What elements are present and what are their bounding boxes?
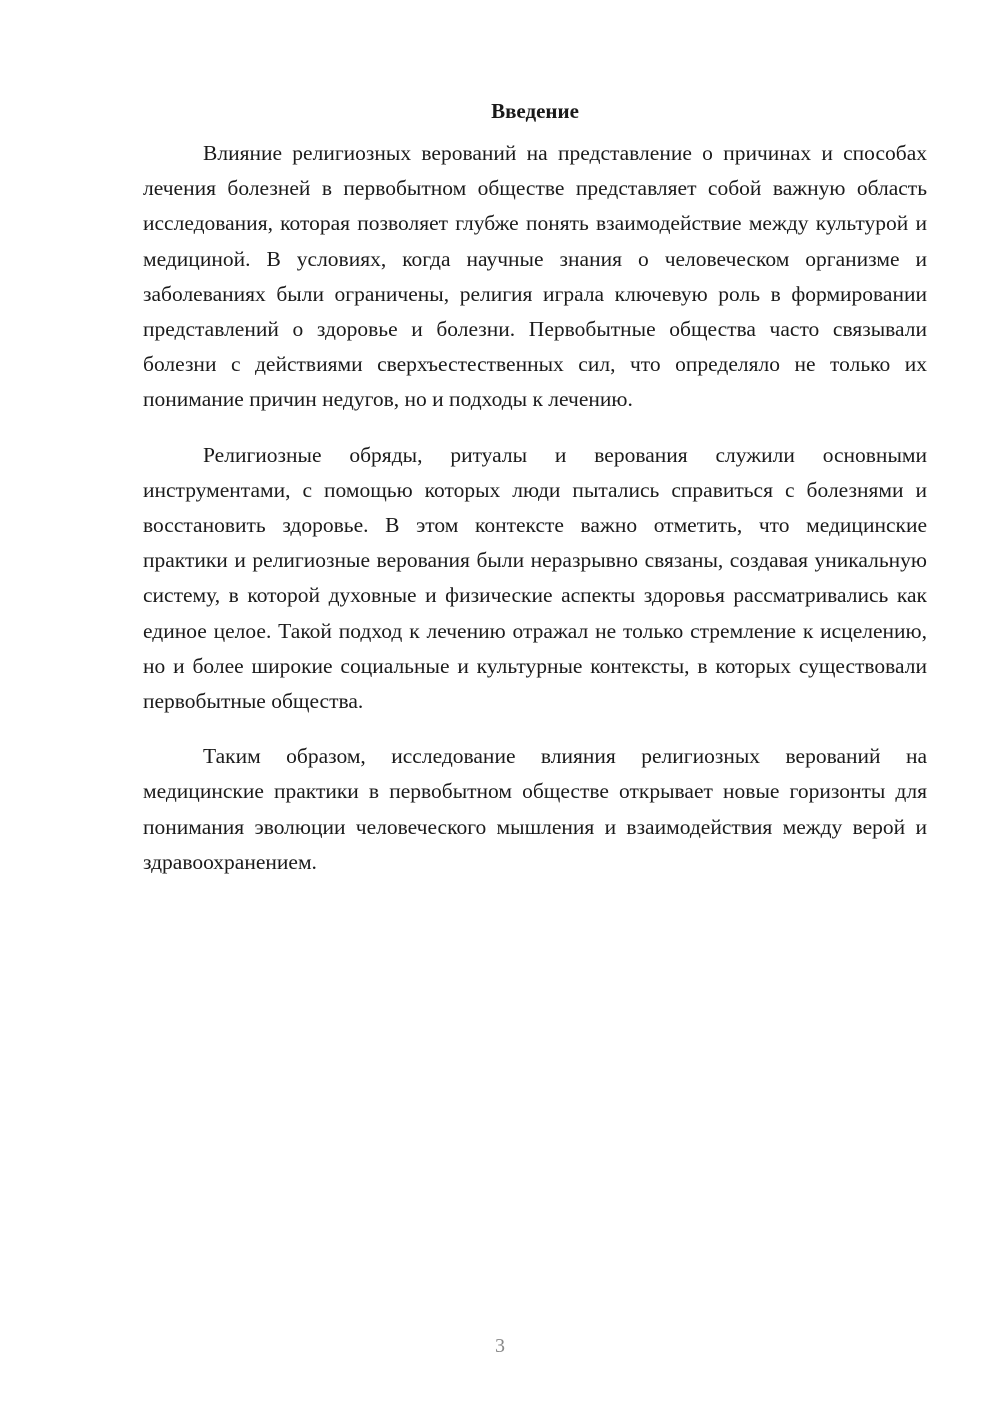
page-content xyxy=(143,96,927,900)
paragraph-1: Влияние религиозных верований на представление о причинах и способах лечения болезней в первобытном обществе представляет собой важную область исследования, которая позволяет глубже понять взаимодействие между культурой и медициной. В условиях, когда научные знания о человеческом организме и заболеваниях были ограничены, религия играла ключевую роль в формировании представлений о здоровье и болезни. Первобытные общества часто связывали болезни с действиями сверхъестественных сил, что определяло не только их понимание причин недугов, но и подходы к лечению. xyxy=(143,141,927,412)
page-number: 3 xyxy=(495,1335,505,1357)
paragraph-3: Таким образом, исследование влияния религиозных верований на медицинские практики в первобытном обществе открывает новые горизонты для понимания эволюции человеческого мышления и взаимодействия между верой и здравоохранением. xyxy=(143,744,927,874)
paragraph-2: Религиозные обряды, ритуалы и верования служили основными инструментами, с помощью которых люди пытались справиться с болезнями и восстановить здоровье. В этом контексте важно отметить, что медицинские практики и религиозные верования были неразрывно связаны, создавая уникальную систему, в которой духовные и физические аспекты здоровья рассматривались как единое целое. Такой подход к лечению отражал не только стремление к исцелению, но и более широкие социальные и культурные контексты, в которых существовали первобытные общества. xyxy=(143,442,927,714)
section-heading: Введение xyxy=(491,99,579,123)
